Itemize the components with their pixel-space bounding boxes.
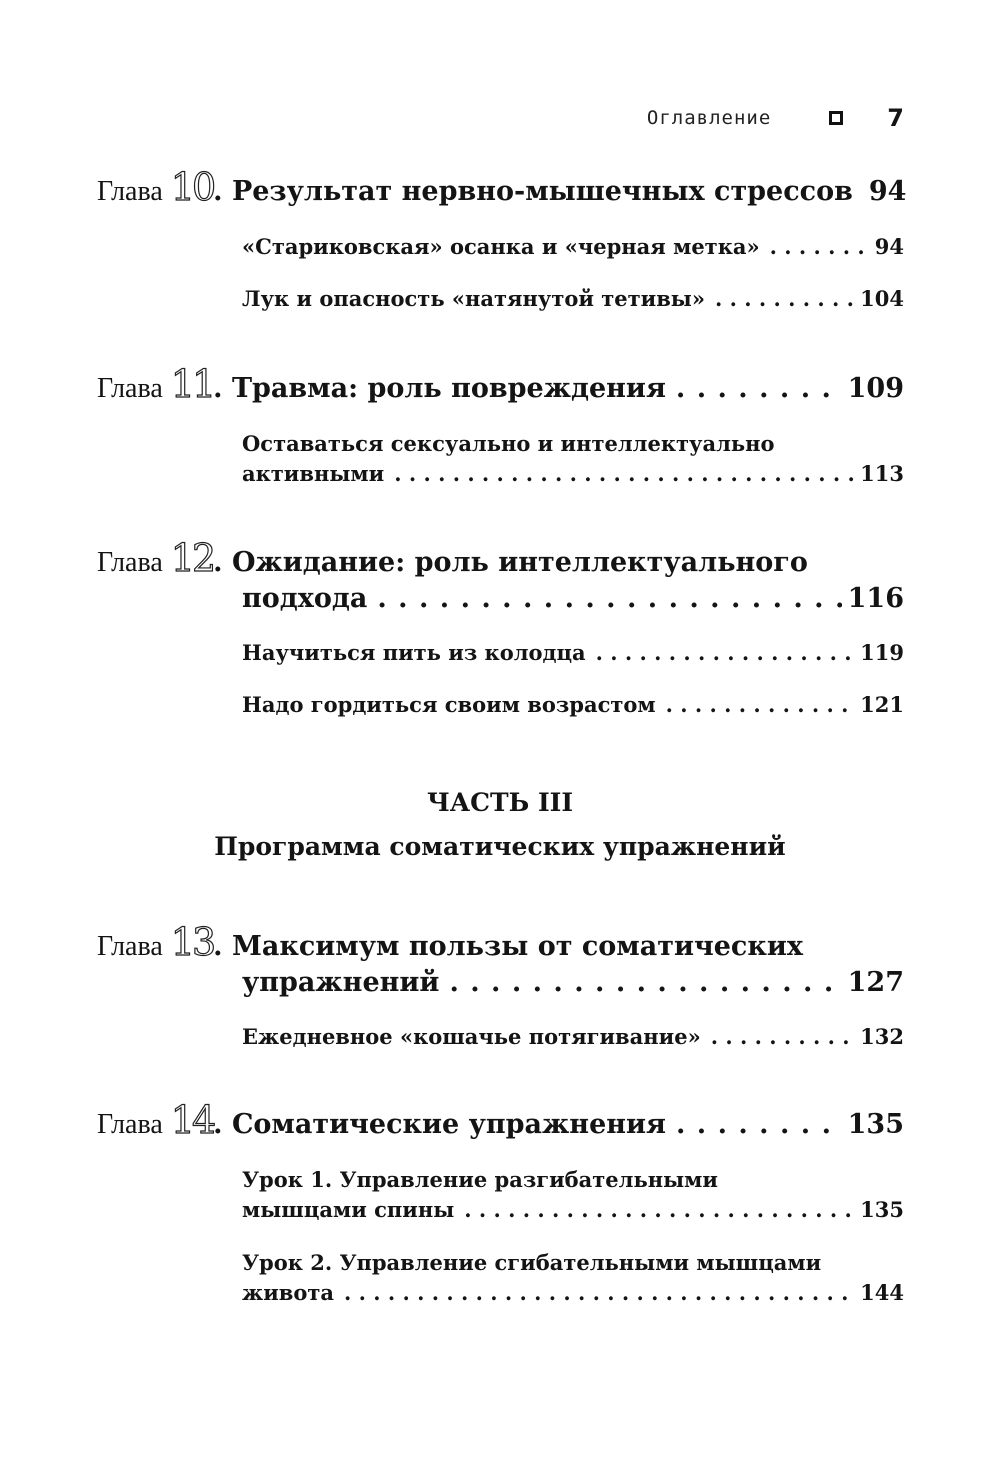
chapter-number: 11	[170, 362, 214, 406]
section-page: 104	[860, 286, 904, 311]
chapter-title-line2: упражнений	[242, 967, 440, 998]
chapter-page: 109	[847, 373, 904, 404]
section-entry	[242, 1248, 904, 1308]
section-title: Ежедневное «кошачье потягивание»	[242, 1024, 701, 1049]
dot-leader	[464, 1195, 854, 1225]
part-label: ЧАСТЬ III	[426, 788, 574, 817]
section-page: 132	[860, 1024, 904, 1049]
dot-leader	[394, 459, 854, 489]
dot-leader	[344, 1278, 854, 1308]
chapter-12-entry: Глава 12 . Ожидание: роль интеллектуального подхода . . . 116	[97, 545, 904, 617]
section-title-line1: Урок 1. Управление разгибательными	[242, 1167, 718, 1192]
section-entry	[242, 638, 904, 668]
chapter-prefix: Глава	[97, 547, 163, 578]
chapter-prefix: Глава	[97, 931, 163, 962]
chapter-title-line1: Ожидание: роль интеллектуального	[231, 547, 808, 578]
section-page: 144	[860, 1280, 904, 1305]
dot-leader	[666, 690, 855, 720]
section-entry	[242, 1022, 904, 1052]
section-page: 119	[860, 640, 904, 665]
chapter-title: Травма: роль повреждения	[231, 373, 666, 404]
chapter-title: Соматические упражнения	[231, 1109, 666, 1140]
chapter-prefix: Глава	[97, 1109, 163, 1140]
chapter-number: 14	[170, 1098, 214, 1142]
running-header	[647, 104, 904, 132]
chapter-page: 127	[847, 967, 904, 998]
chapter-title-line1: Максимум пользы от соматических	[231, 931, 803, 962]
dot-leader	[715, 284, 854, 314]
section-title: Лук и опасность «натянутой тетивы»	[242, 286, 705, 311]
section-page: 113	[860, 461, 904, 486]
section-title: «Стариковская» осанка и «черная метка»	[242, 234, 760, 259]
section-title-line1: Урок 2. Управление сгибательными мышцами	[242, 1250, 822, 1275]
section-title-line1: Оставаться сексуально и интеллектуально	[242, 431, 775, 456]
page-number: 7	[887, 104, 904, 132]
chapter-title-line2: подхода	[242, 583, 368, 614]
chapter-11-entry: Глава 11 . Травма: роль повреждения . . . 109	[97, 371, 904, 407]
chapter-prefix: Глава	[97, 176, 163, 207]
chapter-number: 10	[170, 165, 214, 209]
dot-leader	[449, 965, 841, 1001]
dot-leader	[596, 638, 855, 668]
dot-leader	[676, 1107, 842, 1143]
section-entry	[242, 429, 904, 489]
chapter-page: 135	[847, 1109, 904, 1140]
chapter-prefix: Глава	[97, 373, 163, 404]
section-page: 94	[874, 234, 904, 259]
section-title-line2: активными	[242, 461, 385, 486]
chapter-page: 116	[847, 583, 904, 614]
chapter-number: 12	[170, 536, 214, 580]
chapter-title: Результат нервно-мышечных стрессов	[231, 176, 853, 207]
section-entry	[242, 1165, 904, 1225]
chapter-10-entry: Глава 10 . Результат нервно-мышечных стрессов 94	[97, 165, 907, 209]
chapter-14-entry: Глава 14 . Соматические упражнения . . . 135	[97, 1107, 904, 1143]
dot-leader	[711, 1022, 854, 1052]
chapter-13-entry: Глава 13 . Максимум пользы от соматических упражнений . . . 127	[97, 929, 904, 1001]
section-title-line2: мышцами спины	[242, 1197, 455, 1222]
chapter-page: 94	[868, 176, 907, 207]
section-entry	[242, 284, 904, 314]
section-title: Надо гордиться своим возрастом	[242, 692, 656, 717]
dot-leader	[676, 371, 842, 407]
running-title: Оглавление	[646, 107, 772, 129]
chapter-number: 13	[170, 920, 214, 964]
section-title: Научиться пить из колодца	[242, 640, 586, 665]
section-entry	[242, 690, 904, 720]
section-page: 121	[860, 692, 904, 717]
dot-leader	[770, 232, 869, 262]
square-bullet-icon	[829, 111, 843, 125]
dot-leader	[377, 581, 841, 617]
section-entry	[242, 232, 904, 262]
section-page: 135	[860, 1197, 904, 1222]
part-title: Программа соматических упражнений	[214, 832, 786, 861]
section-title-line2: живота	[242, 1280, 334, 1305]
